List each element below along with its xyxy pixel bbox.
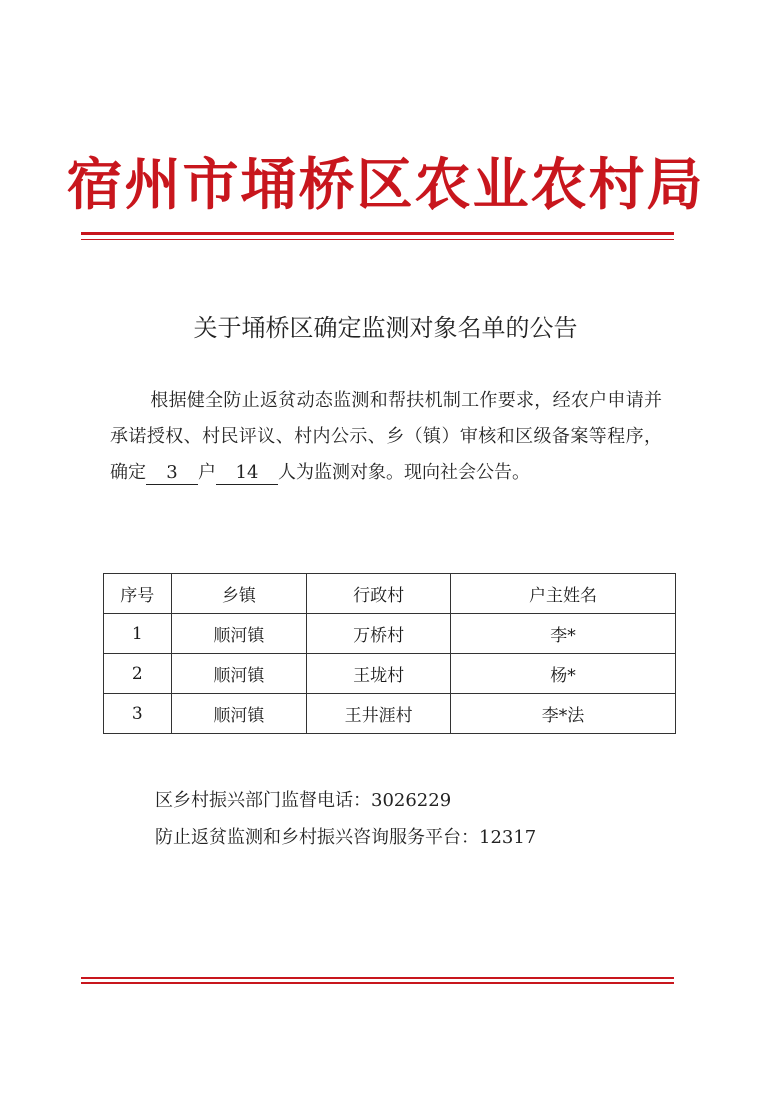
- consult-platform-label: 防止返贫监测和乡村振兴咨询服务平台：: [155, 827, 479, 848]
- consult-platform-number: 12317: [479, 827, 537, 848]
- table-row: [104, 614, 676, 654]
- notice-body: [110, 383, 662, 491]
- body-text-part1: 根据健全防止返贫动态监测和帮扶机制工作要求，经农户申请并承诺授权、村民评议、村内公示、乡（镇）审核和区级备案等程序，确定: [110, 390, 662, 483]
- header-township: 乡镇: [171, 574, 307, 614]
- supervision-phone-label: 区乡村振兴部门监督电话：: [155, 790, 371, 811]
- supervision-phone-line: [155, 786, 675, 812]
- cell-householder: 李*法: [451, 694, 676, 734]
- cell-village: 万桥村: [307, 614, 451, 654]
- footer-rule-top: [81, 977, 674, 979]
- org-letterhead-title: 宿州市埇桥区农业农村局: [66, 152, 705, 218]
- cell-township: 顺河镇: [171, 614, 307, 654]
- cell-index: 2: [104, 654, 172, 694]
- letterhead-rule-thick: [81, 232, 674, 235]
- header-index: 序号: [104, 574, 172, 614]
- cell-township: 顺河镇: [171, 694, 307, 734]
- header-householder: 户主姓名: [451, 574, 676, 614]
- cell-village: 王垅村: [307, 654, 451, 694]
- letterhead-rule-thin: [81, 239, 674, 240]
- table-row: [104, 694, 676, 734]
- cell-village: 王井涯村: [307, 694, 451, 734]
- cell-householder: 李*: [451, 614, 676, 654]
- cell-index: 3: [104, 694, 172, 734]
- footer-rule-bottom: [81, 982, 674, 984]
- table-row: [104, 654, 676, 694]
- monitoring-list-table: [103, 573, 676, 734]
- notice-title: 关于埇桥区确定监测对象名单的公告: [193, 314, 578, 342]
- cell-township: 顺河镇: [171, 654, 307, 694]
- body-text-part2: 人为监测对象。现向社会公告。: [278, 462, 530, 483]
- household-unit: 户: [198, 462, 216, 483]
- table-header-row: [104, 574, 676, 614]
- header-village: 行政村: [307, 574, 451, 614]
- household-count: 3: [146, 462, 198, 485]
- person-count: 14: [216, 462, 278, 485]
- cell-householder: 杨*: [451, 654, 676, 694]
- cell-index: 1: [104, 614, 172, 654]
- supervision-phone-number: 3026229: [371, 790, 452, 811]
- consult-platform-line: [155, 823, 675, 849]
